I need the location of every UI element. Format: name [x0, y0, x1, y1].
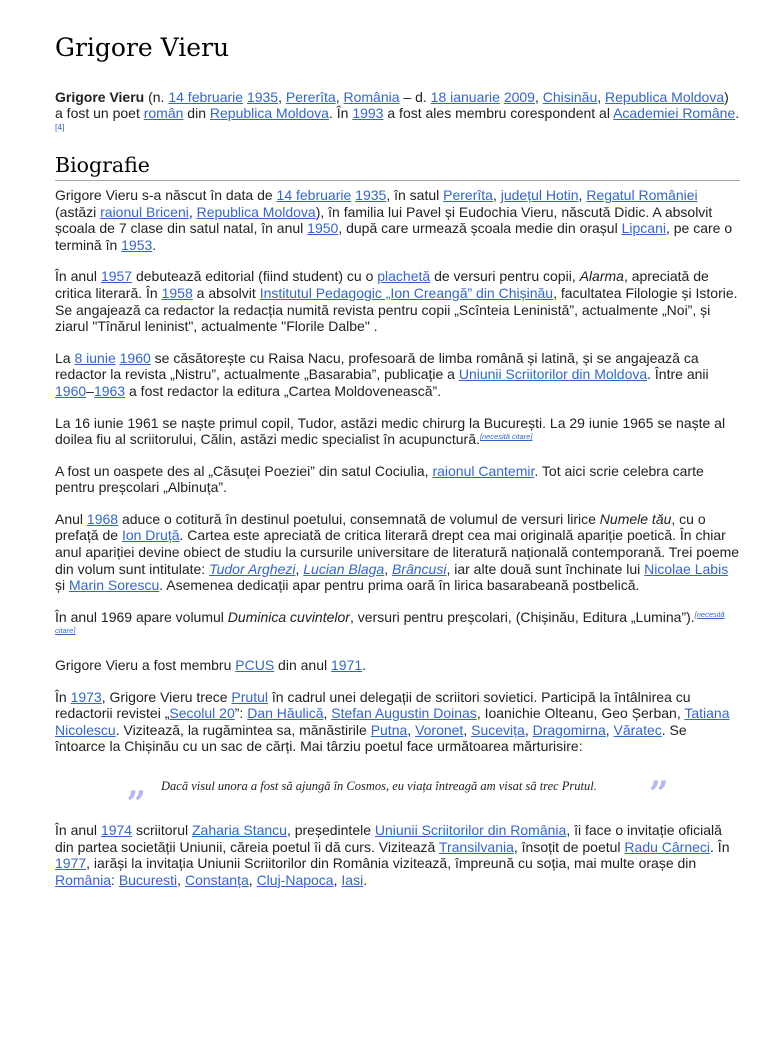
wiki-link[interactable]: Putna	[370, 721, 408, 738]
text-run: În anul	[55, 822, 101, 838]
text-run: .	[152, 236, 157, 253]
wiki-link[interactable]: Regatul României	[586, 186, 698, 203]
wiki-link[interactable]: Republica Moldova	[209, 105, 329, 122]
text-run: ,	[323, 705, 332, 722]
wiki-link[interactable]: Zaharia Stancu	[192, 822, 287, 838]
text-run: , versuri pentru preșcolari, (Chișinău, Editura „Lumina”).	[349, 608, 695, 625]
wiki-link[interactable]: 1960	[55, 382, 87, 399]
wiki-link[interactable]: plachetă	[377, 268, 431, 285]
text-run: :	[111, 871, 119, 888]
text-run: ,	[335, 88, 344, 105]
wiki-link[interactable]: Radu Cârneci	[624, 838, 711, 855]
wiki-link[interactable]: Secolul 20	[169, 705, 235, 722]
text-run: ,	[534, 88, 543, 105]
text-run: ,	[295, 560, 304, 577]
text-run: , președintele	[286, 822, 375, 838]
text-run: de versuri pentru copii,	[430, 268, 580, 285]
bold-text: Grigore Vieru	[55, 88, 145, 105]
paragraph	[55, 822, 740, 888]
text-run: În	[55, 688, 71, 705]
close-quote-icon: ”	[649, 774, 669, 814]
wiki-link[interactable]: județul Hotin	[500, 186, 579, 203]
wiki-link[interactable]: 1968	[86, 510, 119, 527]
wiki-link[interactable]: Iasi	[341, 871, 364, 888]
wiki-link[interactable]: Republica Moldova	[196, 203, 316, 220]
open-quote-icon: „	[127, 765, 147, 805]
wiki-link[interactable]: Republica Moldova	[605, 88, 725, 105]
paragraph	[55, 268, 740, 334]
wiki-link[interactable]: 1957	[100, 268, 133, 285]
wiki-link[interactable]: Lucian Blaga	[303, 560, 385, 577]
pull-quote	[55, 765, 740, 814]
text-run: ,	[384, 560, 392, 577]
wiki-link[interactable]: Uniunii Scriitorilor din România	[374, 822, 567, 838]
wiki-link[interactable]: 14 februarie	[276, 186, 352, 203]
wiki-link[interactable]: 1973	[70, 688, 102, 705]
wiki-link[interactable]: Tudor Arghezi	[209, 560, 296, 577]
wiki-link[interactable]: Pererîta	[285, 88, 336, 105]
wiki-link[interactable]: Ion Druță	[121, 527, 180, 544]
wiki-link[interactable]: Transilvania	[438, 838, 514, 855]
italic-text: Duminica cuvintelor	[227, 608, 350, 625]
text-run: ”:	[234, 705, 248, 722]
section-heading-biografie: Biografie	[55, 151, 740, 181]
text-run: ,	[492, 186, 501, 203]
wiki-link[interactable]: 1960	[119, 349, 151, 366]
wiki-link[interactable]: România	[55, 871, 112, 888]
wiki-link[interactable]: raionul Briceni	[100, 203, 189, 220]
text-run: ,	[407, 721, 416, 738]
wiki-link[interactable]: 1953	[121, 236, 153, 253]
text-run: ,	[177, 871, 185, 888]
wiki-link[interactable]: 2009	[503, 88, 535, 105]
italic-text: Numele tău	[599, 510, 672, 527]
wiki-link[interactable]: Institutul Pedagogic „Ion Creangă” din Chișinău	[259, 284, 554, 301]
wiki-link[interactable]: 1963	[93, 382, 126, 399]
wiki-link[interactable]: Sucevița	[471, 721, 525, 738]
quote-text: Dacă visul unora a fost să ajungă în Cosmos, eu viața întreagă am visat să trec Prutul.	[161, 779, 597, 793]
text-run: –	[86, 382, 94, 399]
wiki-link[interactable]: România	[343, 88, 400, 105]
paragraph	[55, 689, 740, 755]
text-run: ,	[605, 721, 614, 738]
text-run: , Grigore Vieru trece	[101, 688, 232, 705]
wiki-link[interactable]: PCUS	[235, 657, 275, 674]
text-run: În anul	[55, 268, 101, 285]
paragraph	[55, 463, 740, 496]
wiki-link[interactable]: Pererîta	[443, 186, 493, 203]
wiki-link[interactable]: român	[143, 105, 184, 122]
wiki-link[interactable]: Constanța	[184, 871, 249, 888]
text-run: ,	[597, 88, 606, 105]
text-run: din anul	[274, 657, 331, 674]
wiki-link[interactable]: Nicolae Labis	[644, 560, 729, 577]
wiki-link[interactable]: Cluj-Napoca	[256, 871, 334, 888]
wiki-link[interactable]: 1958	[161, 284, 193, 301]
text-run: (n.	[144, 88, 169, 105]
text-run: Grigore Vieru s-a născut în data de	[55, 186, 277, 203]
citation-needed-link[interactable]: [necesită citare]	[55, 609, 725, 636]
text-run: ,	[188, 203, 197, 220]
text-run: ,	[248, 871, 257, 888]
wiki-link[interactable]: Bucuresti	[118, 871, 178, 888]
text-run: . Se întoarce la Chișinău cu un sac de cărți. Mai târziu poetul face următoarea mărturisire:	[55, 721, 687, 755]
text-run: ), în familia lui Pavel și Eudochia Vieru, născută Didic. A absolvit școala de 7 clase din satul natal, în anul	[55, 203, 713, 237]
wiki-link[interactable]: 1950	[307, 220, 339, 237]
text-run: scriitorul	[132, 822, 192, 838]
text-run: În anul 1969 apare volumul	[55, 608, 228, 625]
wiki-link[interactable]: Prutul	[231, 688, 268, 705]
article	[55, 30, 740, 888]
paragraph	[55, 657, 740, 674]
wiki-link[interactable]: 1993	[352, 105, 384, 122]
wiki-link[interactable]: Voronet	[415, 721, 464, 738]
wiki-link[interactable]: Uniunii Scriitorilor din Moldova	[458, 366, 648, 383]
text-run: , apreciată de critica literară. În	[55, 268, 709, 301]
text-run: – d.	[399, 88, 431, 105]
text-run: , în satul	[386, 186, 444, 203]
text-run: La 16 iunie 1961 se naște primul copil, Tudor, astăzi medic chirurg la București. La 29 iunie 1965 se naște al doilea fiu al scriitorului, Călin, astăzi medic specialist în acupunctură.	[55, 414, 726, 448]
text-run: și	[55, 577, 69, 594]
text-run: A fost un oaspete des al „Căsuței Poeziei” din satul Cociulia,	[55, 462, 433, 479]
text-run: ,	[578, 186, 587, 203]
text-run: .	[735, 105, 740, 122]
paragraph	[55, 415, 740, 448]
wiki-link[interactable]: Brâncusi	[391, 560, 447, 577]
section-body	[55, 187, 740, 755]
wiki-link[interactable]: Marin Sorescu	[69, 577, 160, 594]
text-run: . Asemenea dedicații apar pentru prima oară în lirica basarabeană postbelică.	[159, 577, 640, 594]
wiki-link[interactable]: 14 februarie	[168, 88, 244, 105]
text-run: La	[55, 349, 75, 366]
wiki-link[interactable]: raionul Cantemir	[432, 462, 535, 479]
text-run: , pe care o termină în	[55, 220, 733, 253]
text-run: Grigore Vieru a fost membru	[55, 657, 236, 674]
text-run: ,	[463, 721, 472, 738]
text-run: . În	[710, 838, 730, 855]
wiki-link[interactable]: 1971	[331, 657, 363, 674]
text-run: , după care urmează școala medie din orașul	[338, 220, 622, 237]
text-run: . Vizitează, la rugămintea sa, mănăstirile	[115, 721, 371, 738]
text-run: debutează editorial (fiind student) cu o	[132, 268, 378, 285]
text-run: . Cartea este apreciată de critica literară drept cea mai originală apariție poetică. În chiar anul apariției devine obiect de studiu la cursurile universitare de literatură națională contemporană. Trei poeme din volum sunt intitulate:	[55, 527, 740, 577]
section-body-continued	[55, 822, 740, 888]
text-run: a fost ales membru corespondent al	[383, 105, 614, 122]
wiki-link[interactable]: Tatiana Nicolescu	[55, 705, 730, 738]
wiki-link[interactable]: 1977	[55, 855, 87, 872]
text-run: Anul	[55, 510, 87, 527]
text-run: a fost redactor la editura „Cartea Moldovenească”.	[125, 382, 442, 399]
lead-paragraph	[55, 89, 740, 139]
text-run: ,	[524, 721, 533, 738]
reference-link[interactable]: [4]	[55, 121, 65, 132]
text-run: .	[363, 871, 368, 888]
text-run: , însoțit de poetul	[513, 838, 625, 855]
wiki-link[interactable]: Dan Hăulică	[247, 705, 324, 722]
text-run: , cu o prefață de	[55, 510, 706, 544]
wiki-link[interactable]: 1935	[355, 186, 387, 203]
text-run: , facultatea Filologie și Istorie. Se angajează ca redactor la redacția numită revista pentru copii „Scînteia Leninistă”, actualmente „Noi”, și ziarul "Tînărul leninist", actualmente "Florile Dalbe" .	[55, 284, 738, 335]
text-run: în cadrul unei delegații de scriitori sovietici. Participă la întâlnirea cu redactorii revistei „	[55, 688, 691, 722]
wiki-link[interactable]: Stefan Augustin Doinas	[331, 705, 477, 722]
citation-needed-link[interactable]: [necesită citare]	[479, 432, 533, 442]
text-run: . În	[328, 105, 353, 122]
page-title: Grigore Vieru	[55, 33, 230, 62]
wiki-link[interactable]: 1935	[246, 88, 279, 105]
text-run: ,	[333, 871, 342, 888]
wiki-link[interactable]: 8 iunie	[74, 349, 116, 366]
paragraph	[55, 187, 740, 253]
paragraph	[55, 350, 740, 400]
wiki-link[interactable]: Văratec	[613, 721, 662, 738]
text-run: se căsătorește cu Raisa Nacu, profesoară de limba română și latină, și se angajează ca redactor la revista „Nistru”, actualmente „Basarabia”, publicație a	[55, 349, 699, 383]
text-run: . Între anii	[647, 366, 709, 383]
text-run: , Ioanichie Olteanu, Geo Șerban,	[476, 705, 685, 722]
text-run: .	[362, 657, 367, 674]
text-run: ,	[278, 88, 286, 105]
wiki-link[interactable]: Chisinău	[542, 88, 598, 105]
text-run: ) a fost un poet	[55, 88, 729, 122]
text-run: aduce o cotitură în destinul poetului, consemnată de volumul de versuri lirice	[118, 510, 600, 527]
text-run: , îi face o invitație oficială din partea societății Uniunii, căreia poetul îi dă curs. Vizitează	[55, 822, 722, 855]
italic-text: Alarma	[579, 268, 624, 285]
wiki-link[interactable]: Academiei Române	[613, 105, 736, 122]
text-run: din	[183, 105, 210, 122]
text-run: (astăzi	[55, 203, 101, 220]
paragraph	[55, 511, 740, 594]
wiki-link[interactable]: 1974	[100, 822, 133, 838]
text-run: , iar alte două sunt închinate lui	[446, 560, 645, 577]
wiki-link[interactable]: Dragomirna	[532, 721, 606, 738]
wiki-link[interactable]: Lipcani	[621, 220, 666, 237]
text-run: a absolvit	[192, 284, 260, 301]
paragraph	[55, 609, 740, 642]
text-run: , iarăși la invitația Uniunii Scriitorilor din România vizitează, împreună cu soția, mai multe orașe din	[86, 855, 697, 872]
text-run: . Tot aici scrie celebra carte pentru preșcolari „Albinuța”.	[55, 462, 704, 496]
wiki-link[interactable]: 18 ianuarie	[430, 88, 500, 105]
